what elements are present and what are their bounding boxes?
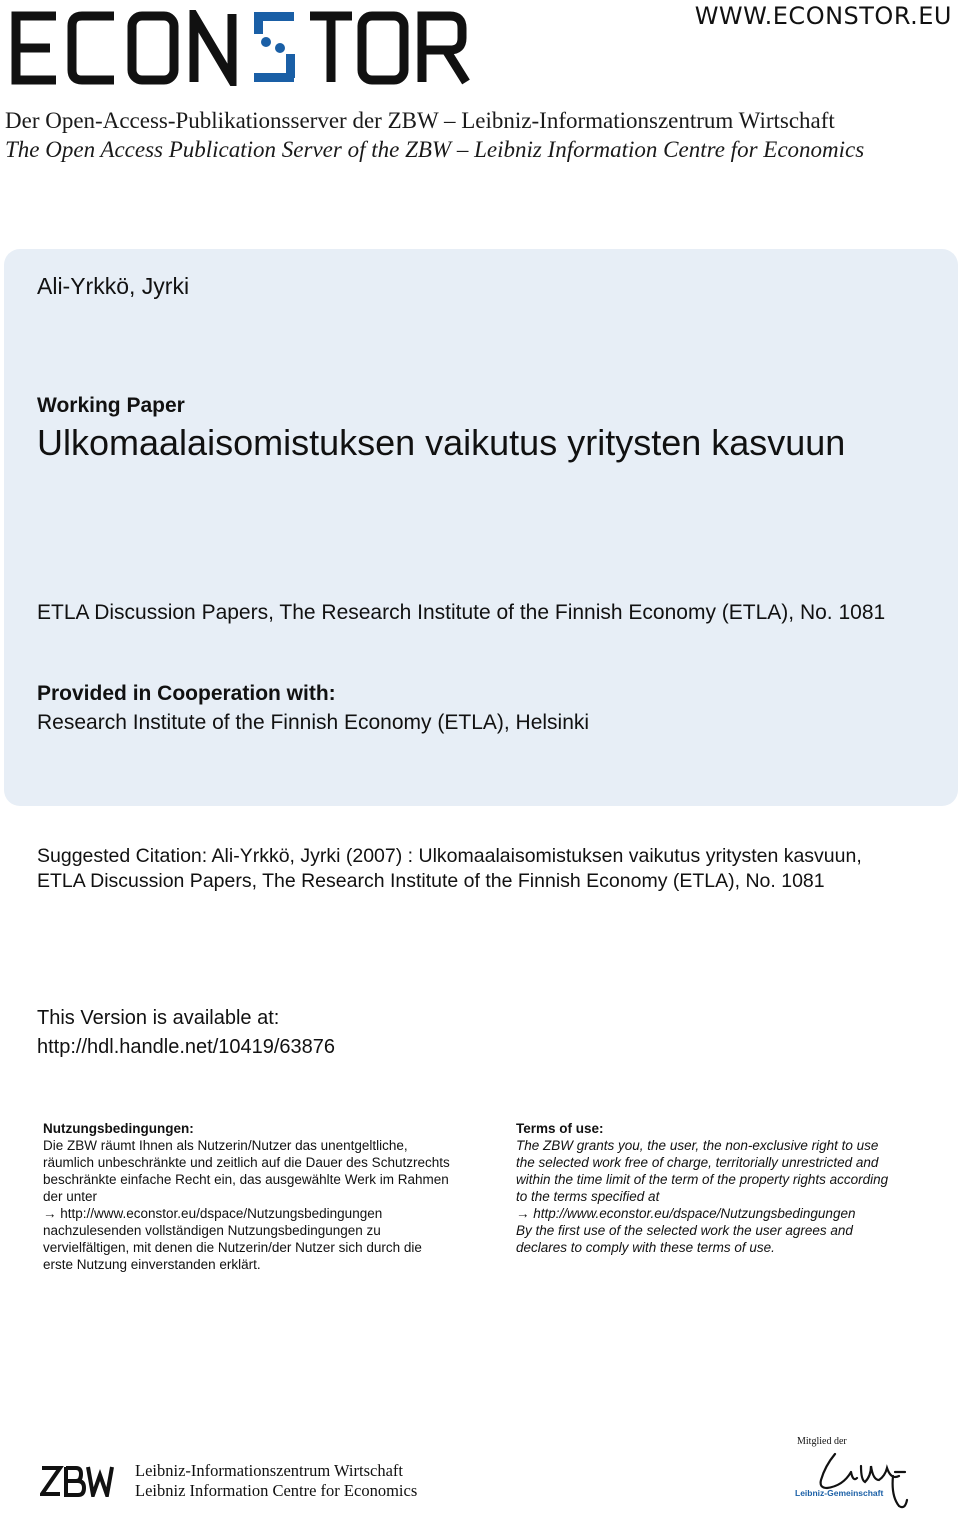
terms-german [43, 1120, 483, 1273]
terms-line: the selected work free of charge, territorially unrestricted and [516, 1155, 879, 1170]
terms-line: räumlich unbeschränkte und zeitlich auf die Dauer des Schutzrechts [43, 1155, 450, 1170]
terms-link[interactable]: → http://www.econstor.eu/dspace/Nutzungsbedingungen [43, 1206, 383, 1221]
leibniz-member-badge [795, 1436, 910, 1514]
tagline-english: The Open Access Publication Server of the ZBW – Leibniz Information Centre for Economics [5, 137, 865, 162]
series-info: ETLA Discussion Papers, The Research Institute of the Finnish Economy (ETLA), No. 1081 [37, 601, 886, 624]
document-title: Ulkomaalaisomistuksen vaikutus yritysten kasvuun [37, 422, 846, 463]
terms-heading: Nutzungsbedingungen: [43, 1121, 194, 1136]
citation-line: Suggested Citation: Ali-Yrkkö, Jyrki (2007) : Ulkomaalaisomistuksen vaikutus yritysten kasvuun, [37, 845, 862, 867]
author-name: Ali-Yrkkö, Jyrki [37, 273, 190, 299]
terms-line: By the first use of the selected work the user agrees and [516, 1223, 853, 1238]
cooperation-institution: Research Institute of the Finnish Economy (ETLA), Helsinki [37, 711, 590, 734]
footer-line-english: Leibniz Information Centre for Economics [135, 1481, 418, 1500]
terms-line: The ZBW grants you, the user, the non-exclusive right to use [516, 1138, 879, 1153]
terms-link[interactable]: → http://www.econstor.eu/dspace/Nutzungsbedingungen [516, 1206, 856, 1221]
terms-line: beschränkte einfache Recht ein, das ausgewählte Werk im Rahmen [43, 1172, 449, 1187]
terms-line: erste Nutzung einverstanden erklärt. [43, 1257, 261, 1272]
footer-line-german: Leibniz-Informationszentrum Wirtschaft [135, 1461, 403, 1480]
citation-line: ETLA Discussion Papers, The Research Institute of the Finnish Economy (ETLA), No. 1081 [37, 870, 825, 892]
site-url[interactable]: WWW.ECONSTOR.EU [694, 2, 952, 30]
terms-line: vervielfältigen, mit denen die Nutzerin/der Nutzer sich durch die [43, 1240, 422, 1255]
tagline-german: Der Open-Access-Publikationsserver der ZBW – Leibniz-Informationszentrum Wirtschaft [5, 108, 835, 133]
availability-section [37, 1004, 335, 1062]
suggested-citation [37, 844, 937, 894]
terms-line: Die ZBW räumt Ihnen als Nutzerin/Nutzer das unentgeltliche, [43, 1138, 408, 1153]
terms-line: nachzulesenden vollständigen Nutzungsbedingungen zu [43, 1223, 381, 1238]
terms-line: to the terms specified at [516, 1189, 660, 1204]
footer-institution [135, 1461, 417, 1501]
member-label: Mitglied der [797, 1436, 847, 1447]
record-metadata-box [4, 249, 958, 806]
availability-label: This Version is available at: [37, 1007, 280, 1029]
zbw-logo [40, 1465, 114, 1497]
terms-line: within the time limit of the term of the property rights according [516, 1172, 889, 1187]
leibniz-signature-icon [795, 1436, 910, 1514]
econstor-logo [10, 10, 470, 86]
leibniz-gemeinschaft: Leibniz-Gemeinschaft [795, 1488, 884, 1498]
cooperation-label: Provided in Cooperation with: [37, 682, 336, 705]
document-type: Working Paper [37, 394, 185, 417]
handle-link[interactable]: http://hdl.handle.net/10419/63876 [37, 1036, 336, 1058]
terms-line: declares to comply with these terms of use. [516, 1240, 775, 1255]
terms-heading: Terms of use: [516, 1121, 604, 1136]
terms-line: der unter [43, 1189, 98, 1204]
terms-english [516, 1120, 936, 1256]
